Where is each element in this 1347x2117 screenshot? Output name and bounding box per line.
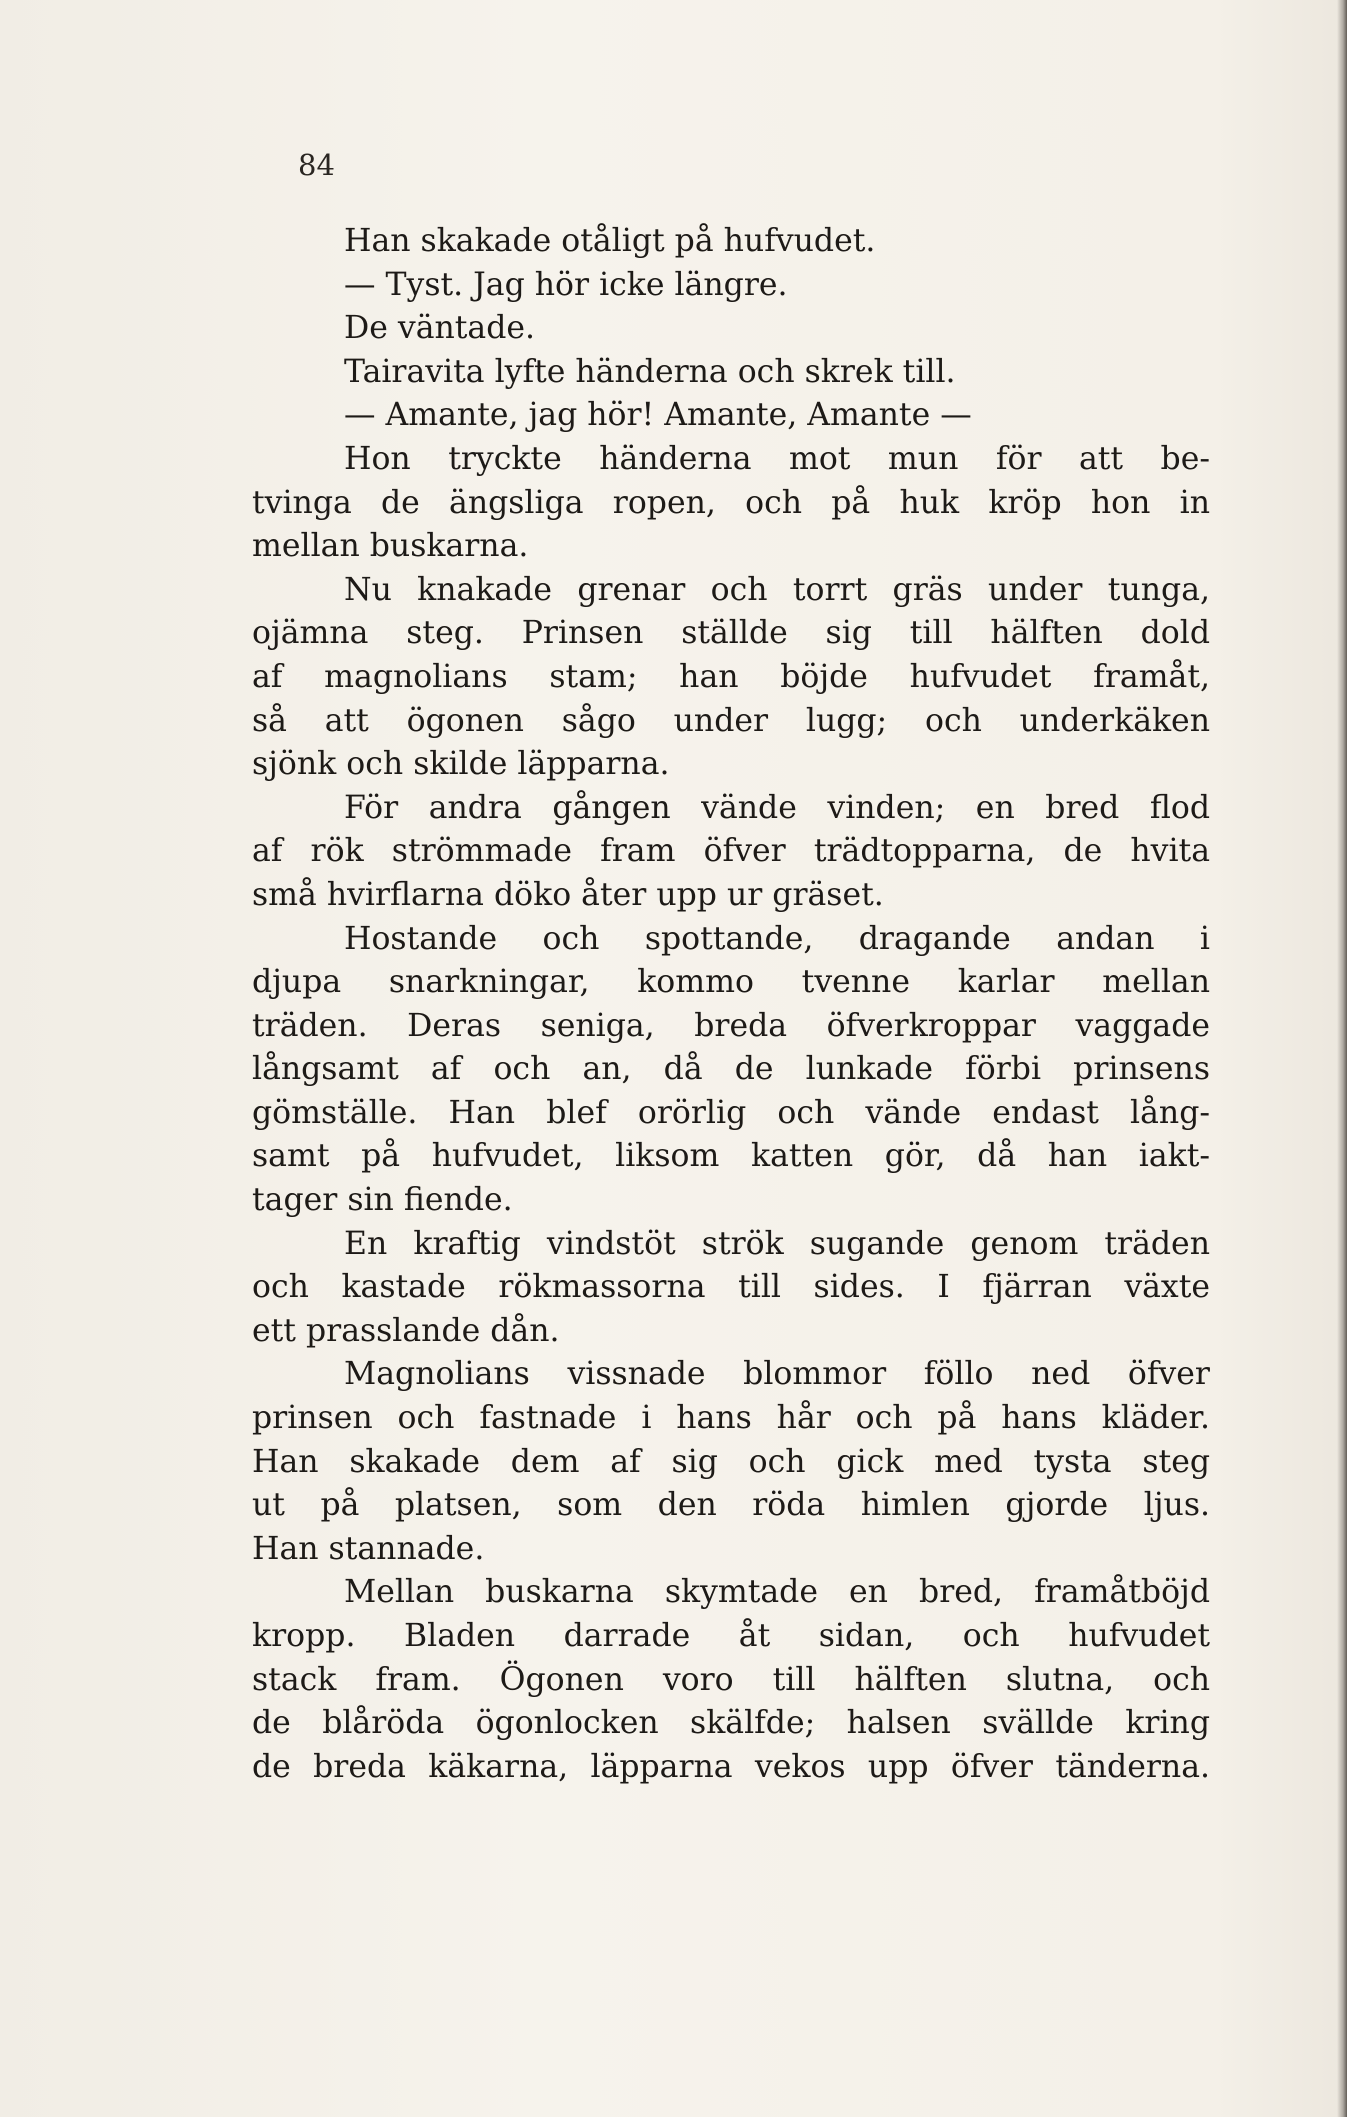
text-line: Nu knakade grenar och torrt gräs under tunga,	[344, 571, 1210, 608]
text-line: sjönk och skilde läpparna.	[252, 746, 670, 783]
text-line: De väntade.	[344, 310, 536, 347]
text-line: mellan buskarna.	[252, 528, 529, 565]
text-line: små hvirflarna döko åter upp ur gräset.	[252, 876, 884, 913]
text-line: En kraftig vindstöt strök sugande genom träden	[344, 1225, 1210, 1262]
text-line: Magnolians vissnade blommor föllo ned öfver	[344, 1356, 1210, 1393]
text-line: kropp. Bladen darrade åt sidan, och hufvudet	[252, 1618, 1210, 1654]
text-line: träden. Deras seniga, breda öfverkroppar vaggade	[252, 1007, 1210, 1044]
text-line: så att ögonen sågo under lugg; och underkäken	[252, 702, 1210, 739]
text-line: tager sin fiende.	[252, 1182, 513, 1219]
page-edge-shadow	[1337, 0, 1347, 2117]
text-line: För andra gången vände vinden; en bred flod	[344, 789, 1210, 826]
body-text	[252, 220, 1210, 1789]
text-line: de blåröda ögonlocken skälfde; halsen svällde kring	[252, 1705, 1210, 1742]
text-line: ut på platsen, som den röda himlen gjorde ljus.	[252, 1487, 1210, 1524]
text-line: Tairavita lyfte händerna och skrek till.	[344, 353, 956, 390]
text-line: af magnolians stam; han böjde hufvudet framåt,	[252, 658, 1210, 695]
text-line: och kastade rökmassorna till sides. I fjärran växte	[252, 1269, 1210, 1306]
text-line: de breda käkarna, läpparna vekos upp öfver tänderna.	[252, 1748, 1210, 1785]
text-line: ett prasslande dån.	[252, 1312, 560, 1349]
page-number: 84	[298, 148, 335, 182]
text-line: — Amante, jag hör! Amante, Amante —	[344, 397, 972, 434]
text-line: Hostande och spottande, dragande andan i	[344, 920, 1210, 957]
text-line: Han skakade otåligt på hufvudet.	[344, 223, 876, 259]
text-line: Han stannade.	[252, 1530, 485, 1567]
text-line: Han skakade dem af sig och gick med tysta steg	[252, 1443, 1210, 1480]
text-line: prinsen och fastnade i hans hår och på hans kläder.	[252, 1400, 1210, 1437]
text-line: samt på hufvudet, liksom katten gör, då han iakt-	[252, 1138, 1210, 1175]
text-line: gömställe. Han blef orörlig och vände endast lång-	[252, 1094, 1210, 1131]
text-line: af rök strömmade fram öfver trädtopparna, de hvita	[252, 833, 1210, 870]
text-line: Hon tryckte händerna mot mun för att be-	[344, 440, 1210, 477]
text-line: långsamt af och an, då de lunkade förbi prinsens	[252, 1051, 1210, 1088]
text-line: tvinga de ängsliga ropen, och på huk kröp hon in	[252, 484, 1210, 521]
text-line: stack fram. Ögonen voro till hälften slutna, och	[252, 1661, 1210, 1698]
text-line: Mellan buskarna skymtade en bred, framåtböjd	[344, 1574, 1210, 1611]
text-line: djupa snarkningar, kommo tvenne karlar mellan	[252, 964, 1210, 1001]
text-line: ojämna steg. Prinsen ställde sig till hälften dold	[252, 615, 1210, 652]
text-line: — Tyst. Jag hör icke längre.	[344, 266, 788, 303]
